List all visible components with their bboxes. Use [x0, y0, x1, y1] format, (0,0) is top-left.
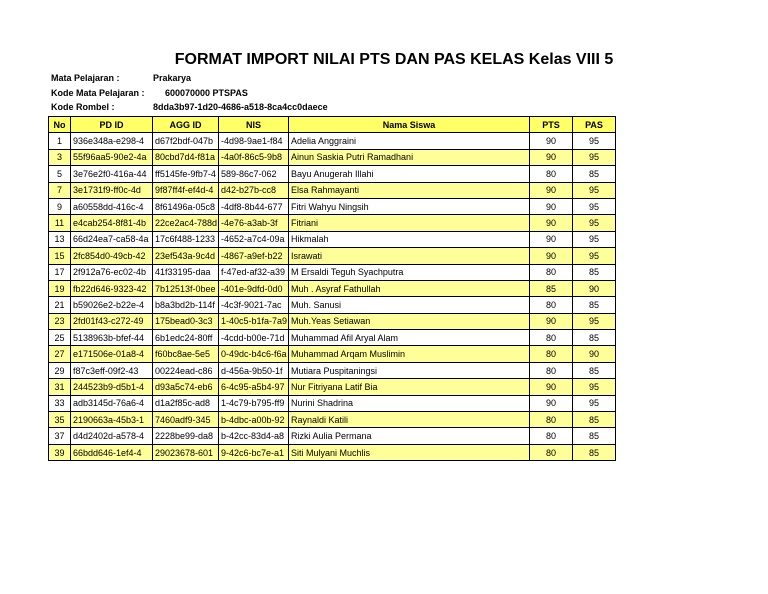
row-pd-id: fb22d646-9323-42 — [71, 280, 153, 296]
row-no: 27 — [49, 346, 71, 362]
row-pas: 95 — [573, 231, 616, 247]
mapel-value: Prakarya — [153, 73, 192, 83]
row-pas: 85 — [573, 297, 616, 313]
row-pts: 80 — [530, 362, 573, 378]
row-pd-id: 3e1731f9-ff0c-4d — [71, 182, 153, 198]
table-row — [49, 362, 616, 378]
row-pd-id: 5138963b-bfef-44 — [71, 330, 153, 346]
row-agg-id: 7460adf9-345 — [153, 412, 219, 428]
row-agg-id: d67f2bdf-047b — [153, 133, 219, 149]
row-pas: 95 — [573, 133, 616, 149]
row-no: 17 — [49, 264, 71, 280]
row-nis: 1-4c79-b795-ff9 — [219, 395, 289, 411]
col-header-pas: PAS — [573, 117, 616, 133]
nilai-table — [48, 116, 616, 461]
mapel-label: Mata Pelajaran : — [51, 73, 120, 83]
row-pts: 90 — [530, 248, 573, 264]
row-pas: 85 — [573, 166, 616, 182]
row-nama: Fitriani — [289, 215, 530, 231]
row-pd-id: 3e76e2f0-416a-44 — [71, 166, 153, 182]
row-agg-id: 9f87ff4f-ef4d-4 — [153, 182, 219, 198]
row-pas: 95 — [573, 215, 616, 231]
row-pd-id: e4cab254-8f81-4b — [71, 215, 153, 231]
row-pts: 80 — [530, 428, 573, 444]
row-nama: Adelia Anggraini — [289, 133, 530, 149]
row-pd-id: b59026e2-b22e-4 — [71, 297, 153, 313]
row-pd-id: f87c3eff-09f2-43 — [71, 362, 153, 378]
col-header-no: No — [49, 117, 71, 133]
row-nama: M Ersaldi Teguh Syachputra — [289, 264, 530, 280]
row-no: 23 — [49, 313, 71, 329]
row-pd-id: 2fc854d0-49cb-42 — [71, 248, 153, 264]
row-agg-id: d93a5c74-eb6 — [153, 379, 219, 395]
col-header-pts: PTS — [530, 117, 573, 133]
row-pas: 90 — [573, 346, 616, 362]
row-agg-id: 41f33195-daa — [153, 264, 219, 280]
col-header-agg-id: AGG ID — [153, 117, 219, 133]
table-row — [49, 182, 616, 198]
row-pas: 85 — [573, 362, 616, 378]
row-nis: -4a0f-86c5-9b8 — [219, 149, 289, 165]
row-nama: Raynaldi Katili — [289, 412, 530, 428]
table-row — [49, 133, 616, 149]
row-nama: Nurini Shadrina — [289, 395, 530, 411]
row-pas: 85 — [573, 444, 616, 460]
row-nama: Muh . Asyraf Fathullah — [289, 280, 530, 296]
header-row — [49, 117, 616, 133]
row-agg-id: ff5145fe-9fb7-4 — [153, 166, 219, 182]
table-row — [49, 330, 616, 346]
row-nis: -4e76-a3ab-3f — [219, 215, 289, 231]
row-no: 5 — [49, 166, 71, 182]
row-no: 15 — [49, 248, 71, 264]
row-nis: 0-49dc-b4c6-f6a — [219, 346, 289, 362]
row-pas: 90 — [573, 280, 616, 296]
row-no: 13 — [49, 231, 71, 247]
row-pas: 85 — [573, 330, 616, 346]
row-pts: 90 — [530, 198, 573, 214]
row-pts: 90 — [530, 313, 573, 329]
row-nama: Fitri Wahyu Ningsih — [289, 198, 530, 214]
row-nis: -4df8-8b44-677 — [219, 198, 289, 214]
row-pts: 80 — [530, 264, 573, 280]
row-nama: Muh. Sanusi — [289, 297, 530, 313]
row-pas: 85 — [573, 428, 616, 444]
row-pts: 80 — [530, 330, 573, 346]
row-nama: Rizki Aulia Permana — [289, 428, 530, 444]
row-nis: -4c3f-9021-7ac — [219, 297, 289, 313]
row-agg-id: 00224ead-c86 — [153, 362, 219, 378]
row-pd-id: 66d24ea7-ca58-4a — [71, 231, 153, 247]
row-nama: Muhammad Arqam Muslimin — [289, 346, 530, 362]
row-nis: b-42cc-83d4-a8 — [219, 428, 289, 444]
row-pas: 95 — [573, 395, 616, 411]
row-nama: Hikmalah — [289, 231, 530, 247]
row-nis: 589-86c7-062 — [219, 166, 289, 182]
row-nama: Mutiara Puspitaningsi — [289, 362, 530, 378]
col-header-nis: NIS — [219, 117, 289, 133]
page-title: FORMAT IMPORT NILAI PTS DAN PAS KELAS Kelas VIII 5 — [174, 51, 614, 68]
row-nama: Ainun Saskia Putri Ramadhani — [289, 149, 530, 165]
col-header-pd-id: PD ID — [71, 117, 153, 133]
row-agg-id: b8a3bd2b-114f — [153, 297, 219, 313]
kode-mapel-value: 600070000 PTSPAS — [165, 88, 248, 98]
row-no: 7 — [49, 182, 71, 198]
table-row — [49, 280, 616, 296]
row-nis: -4867-a9ef-b22 — [219, 248, 289, 264]
col-header-nama: Nama Siswa — [289, 117, 530, 133]
row-pts: 90 — [530, 149, 573, 165]
row-pts: 80 — [530, 444, 573, 460]
row-nama: Siti Mulyani Muchlis — [289, 444, 530, 460]
table-row — [49, 215, 616, 231]
row-pd-id: 2f912a76-ec02-4b — [71, 264, 153, 280]
table-row — [49, 379, 616, 395]
row-nama: Nur Fitriyana Latif Bia — [289, 379, 530, 395]
row-pts: 90 — [530, 182, 573, 198]
row-no: 21 — [49, 297, 71, 313]
row-pd-id: d4d2402d-a578-4 — [71, 428, 153, 444]
kode-mapel-label: Kode Mata Pelajaran : — [51, 88, 145, 98]
row-pd-id: 2190663a-45b3-1 — [71, 412, 153, 428]
row-nis: -401e-9dfd-0d0 — [219, 280, 289, 296]
table-row — [49, 428, 616, 444]
table-row — [49, 346, 616, 362]
table-row — [49, 198, 616, 214]
row-no: 39 — [49, 444, 71, 460]
row-pd-id: 936e348a-e298-4 — [71, 133, 153, 149]
row-pts: 90 — [530, 395, 573, 411]
row-no: 37 — [49, 428, 71, 444]
table-row — [49, 248, 616, 264]
table-row — [49, 313, 616, 329]
row-nis: d42-b27b-cc8 — [219, 182, 289, 198]
row-pts: 90 — [530, 231, 573, 247]
row-pas: 95 — [573, 182, 616, 198]
row-pd-id: 2fd01f43-c272-49 — [71, 313, 153, 329]
row-nis: -4652-a7c4-09a — [219, 231, 289, 247]
row-no: 31 — [49, 379, 71, 395]
row-pts: 80 — [530, 297, 573, 313]
table-row — [49, 231, 616, 247]
row-pts: 90 — [530, 215, 573, 231]
row-pts: 85 — [530, 280, 573, 296]
row-agg-id: 6b1edc24-80ff — [153, 330, 219, 346]
row-no: 33 — [49, 395, 71, 411]
rombel-value: 8dda3b97-1d20-4686-a518-8ca4cc0daece — [153, 102, 328, 112]
row-agg-id: 22ce2ac4-788d — [153, 215, 219, 231]
row-pts: 80 — [530, 346, 573, 362]
row-agg-id: 175bead0-3c3 — [153, 313, 219, 329]
row-no: 29 — [49, 362, 71, 378]
row-pts: 80 — [530, 412, 573, 428]
row-no: 3 — [49, 149, 71, 165]
table-row — [49, 395, 616, 411]
row-agg-id: 23ef543a-9c4d — [153, 248, 219, 264]
rombel-label: Kode Rombel : — [51, 102, 115, 112]
row-pd-id: 244523b9-d5b1-4 — [71, 379, 153, 395]
row-pd-id: e171506e-01a8-4 — [71, 346, 153, 362]
table-row — [49, 264, 616, 280]
row-nis: f-47ed-af32-a39 — [219, 264, 289, 280]
row-pd-id: adb3145d-76a6-4 — [71, 395, 153, 411]
row-pas: 95 — [573, 198, 616, 214]
row-nama: Muh.Yeas Setiawan — [289, 313, 530, 329]
row-no: 19 — [49, 280, 71, 296]
row-nis: -4d98-9ae1-f84 — [219, 133, 289, 149]
row-pts: 90 — [530, 379, 573, 395]
row-nama: Bayu Anugerah Illahi — [289, 166, 530, 182]
row-agg-id: 2228be99-da8 — [153, 428, 219, 444]
row-nama: Elsa Rahmayanti — [289, 182, 530, 198]
row-pas: 85 — [573, 264, 616, 280]
row-pas: 95 — [573, 379, 616, 395]
row-nama: Israwati — [289, 248, 530, 264]
row-nama: Muhammad Afil Aryal Alam — [289, 330, 530, 346]
table-row — [49, 412, 616, 428]
row-agg-id: 29023678-601 — [153, 444, 219, 460]
table-row — [49, 166, 616, 182]
row-no: 25 — [49, 330, 71, 346]
row-agg-id: f60bc8ae-5e5 — [153, 346, 219, 362]
row-nis: 6-4c95-a5b4-97 — [219, 379, 289, 395]
row-pd-id: 55f96aa5-90e2-4a — [71, 149, 153, 165]
row-pd-id: a60558dd-416c-4 — [71, 198, 153, 214]
row-nis: d-456a-9b50-1f — [219, 362, 289, 378]
row-pd-id: 66bdd646-1ef4-4 — [71, 444, 153, 460]
row-agg-id: 17c6f488-1233 — [153, 231, 219, 247]
table-row — [49, 444, 616, 460]
table-row — [49, 149, 616, 165]
row-pts: 80 — [530, 166, 573, 182]
row-no: 35 — [49, 412, 71, 428]
row-nis: b-4dbc-a00b-92 — [219, 412, 289, 428]
row-pas: 85 — [573, 412, 616, 428]
row-nis: 9-42c6-bc7e-a1 — [219, 444, 289, 460]
row-agg-id: d1a2f85c-ad8 — [153, 395, 219, 411]
row-agg-id: 8f61496a-05c8 — [153, 198, 219, 214]
row-no: 1 — [49, 133, 71, 149]
row-agg-id: 80cbd7d4-f81a — [153, 149, 219, 165]
row-nis: -4cdd-b00e-71d — [219, 330, 289, 346]
row-no: 9 — [49, 198, 71, 214]
row-no: 11 — [49, 215, 71, 231]
row-agg-id: 7b12513f-0bee — [153, 280, 219, 296]
row-pas: 95 — [573, 248, 616, 264]
row-pts: 90 — [530, 133, 573, 149]
table-row — [49, 297, 616, 313]
row-pas: 95 — [573, 149, 616, 165]
row-nis: 1-40c5-b1fa-7a9 — [219, 313, 289, 329]
row-pas: 95 — [573, 313, 616, 329]
